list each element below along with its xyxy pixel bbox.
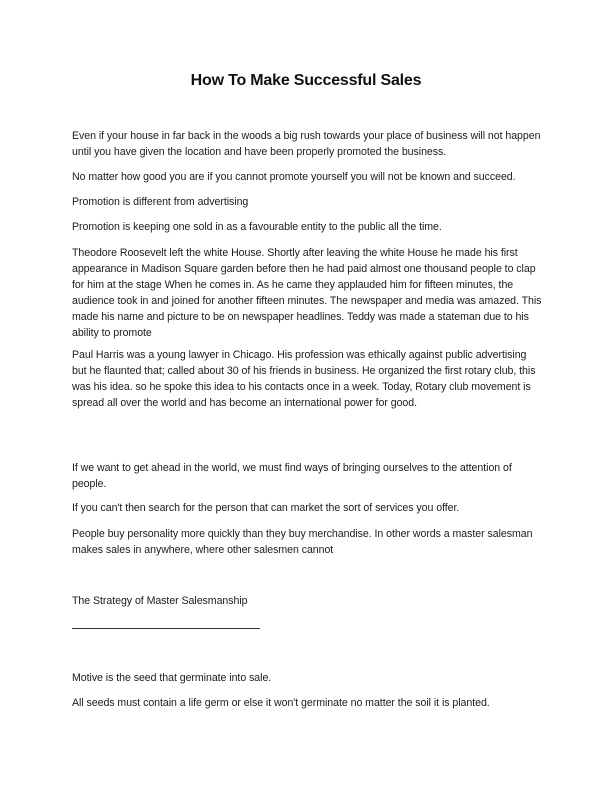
section-heading-strategy: The Strategy of Master Salesmanship (72, 595, 248, 607)
paragraph-motive-seed: Motive is the seed that germinate into sale. (72, 672, 272, 684)
paragraph-promotion-vs-advertising: Promotion is different from advertising (72, 196, 249, 208)
paragraph-promote-yourself: No matter how good you are if you cannot promote yourself you will not be known and succeed. (72, 171, 516, 183)
paragraph-life-germ: All seeds must contain a life germ or else it won't germinate no matter the soil it is planted. (72, 697, 490, 709)
paragraph-promotion-definition: Promotion is keeping one sold in as a favourable entity to the public all the time. (72, 221, 442, 233)
paragraph-find-marketer: If you can't then search for the person that can market the sort of services you offer. (72, 502, 460, 514)
paragraph-location-promotion: Even if your house in far back in the woods a big rush towards your place of business will not happen until you have given the location and have been properly promoted the business. (72, 130, 541, 158)
horizontal-rule (72, 628, 260, 629)
paragraph-theodore-roosevelt: Theodore Roosevelt left the white House. Shortly after leaving the white House he made his first appearance in Madison Square garden before then he had paid almost one thousand people to clap for him at the stage When he comes in. As he came they applauded him for fifteen minutes, the audience took in and joined for another fifteen minutes. The newspaper and media was amazed. This made his name and picture to be on newspaper headlines. Teddy was made a stateman due to his ability to promote (72, 247, 542, 339)
document-title: How To Make Successful Sales (190, 72, 422, 89)
paragraph-get-ahead: If we want to get ahead in the world, we must find ways of bringing ourselves to the attention of people. (72, 462, 512, 490)
paragraph-paul-harris: Paul Harris was a young lawyer in Chicago. His profession was ethically against public advertising but he flaunted that; called about 30 of his friends in business. He organized the first rotary club, this was his idea. so he spoke this idea to his contacts once in a week. Today, Rotary club movement is spread all over the world and has become an international power for good. (72, 349, 536, 409)
paragraph-buy-personality: People buy personality more quickly than they buy merchandise. In other words a master salesman makes sales in anywhere, where other salesmen cannot (72, 528, 533, 556)
